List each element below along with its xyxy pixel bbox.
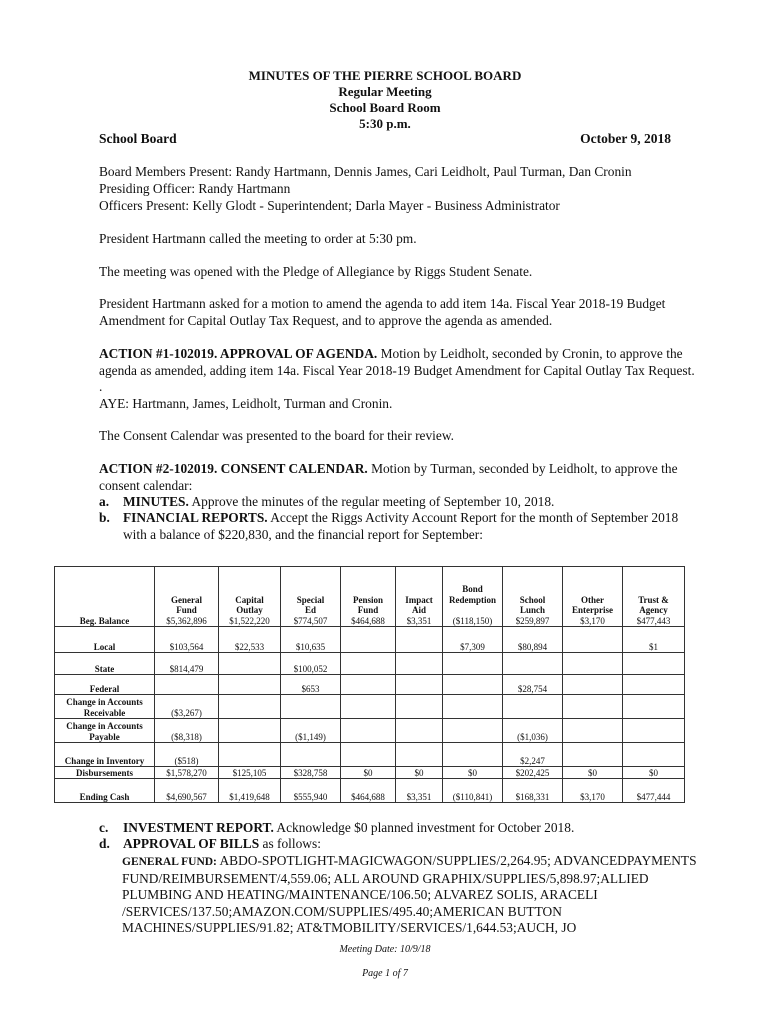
table-cell [341, 653, 396, 675]
table-cell: $0 [443, 767, 503, 779]
column-header [624, 584, 683, 595]
table-cell: $4,690,567 [155, 779, 219, 803]
table-cell [443, 675, 503, 695]
table-cell: $28,754 [503, 675, 563, 695]
table-row [55, 779, 685, 803]
table-cell [219, 719, 281, 743]
table-cell: $0 [563, 767, 623, 779]
table-cell: $328,758 [281, 767, 341, 779]
table-cell [281, 567, 341, 627]
table-cell: $168,331 [503, 779, 563, 803]
table-cell [443, 653, 503, 675]
table-cell [623, 719, 685, 743]
table-cell [623, 567, 685, 627]
item-d-heading: APPROVAL OF BILLS [123, 836, 260, 851]
table-cell [281, 695, 341, 719]
table-cell: ($1,036) [503, 719, 563, 743]
item-a-label: a. [99, 494, 110, 509]
cell-value: $1,522,220 [229, 615, 270, 626]
column-header: Aid [411, 605, 426, 615]
row-label: Ending Cash [55, 779, 155, 803]
cell-value: $774,507 [293, 615, 328, 626]
footer-page-number: Page 1 of 7 [362, 968, 408, 979]
row-label: Local [55, 627, 155, 653]
action-2-heading: ACTION #2-102019. CONSENT CALENDAR. [99, 461, 368, 476]
table-cell: $2,247 [503, 743, 563, 767]
table-cell [155, 567, 219, 627]
document-title: MINUTES OF THE PIERRE SCHOOL BOARD [248, 68, 522, 83]
table-row [55, 743, 685, 767]
table-cell [563, 719, 623, 743]
column-header: Lunch [519, 605, 545, 615]
table-cell [219, 743, 281, 767]
table-cell [503, 567, 563, 627]
table-cell: $1 [623, 627, 685, 653]
item-b-heading: FINANCIAL REPORTS. [123, 510, 268, 525]
board-date-row [99, 131, 671, 147]
column-header: Fund [176, 605, 197, 615]
row-label: Change in Accounts Receivable [55, 695, 155, 719]
table-cell: $10,635 [281, 627, 341, 653]
table-cell: $22,533 [219, 627, 281, 653]
item-b-text: Accept the Riggs Activity Account Report for the month of September 2018 with a balance of $220,830, and the financial report for September: [123, 510, 679, 542]
meeting-location: School Board Room [329, 100, 441, 115]
table-cell: ($1,149) [281, 719, 341, 743]
table-cell [341, 719, 396, 743]
table-cell: $477,444 [623, 779, 685, 803]
table-cell: $0 [341, 767, 396, 779]
column-header: Impact [405, 594, 433, 605]
financial-report-table [54, 566, 685, 803]
table-row [55, 695, 685, 719]
table-cell [219, 695, 281, 719]
row-label: State [55, 653, 155, 675]
general-fund-bills-text: ABDO-SPOTLIGHT-MAGICWAGON/SUPPLIES/2,264.95; ADVANCEDPAYMENTS FUND/REIMBURSEMENT/4,559.06; ALL AROUND GRAPHIX/SUPPLIES/5,898.97;ALLIED PLUMBING AND HEATING/MAINTENANCE/106.50; ALVAREZ SOLIS, ARACELI /SERVICES/137.50;AMAZON.COM/SUPPLIES/495.40;AMERICAN BUTTON MACHINES/SUPPLIES/91.82; AT&TMOBILITY/SERVICES/1,644.53;AUCH, JO [122, 853, 697, 935]
table-cell [396, 627, 443, 653]
table-cell: $653 [281, 675, 341, 695]
general-fund-bills [122, 853, 702, 937]
column-header [504, 584, 561, 595]
table-cell: $7,309 [443, 627, 503, 653]
column-header: Capital [235, 594, 264, 605]
column-header: Redemption [449, 594, 496, 605]
row-label: Change in Inventory [55, 743, 155, 767]
table-cell [219, 567, 281, 627]
item-b [99, 510, 699, 543]
table-cell [563, 743, 623, 767]
members-present: Board Members Present: Randy Hartmann, Dennis James, Cari Leidholt, Paul Turman, Dan Cronin [99, 164, 632, 179]
cell-value: $5,362,896 [166, 615, 207, 626]
item-c-text: Acknowledge $0 planned investment for October 2018. [273, 820, 575, 835]
table-cell [563, 567, 623, 627]
cell-value: $259,897 [515, 615, 550, 626]
table-cell [219, 653, 281, 675]
table-row [55, 767, 685, 779]
action-2-text: Motion by Turman, seconded by Leidholt, to approve the consent calendar: [99, 461, 678, 493]
table-cell [563, 675, 623, 695]
table-cell: $464,688 [341, 779, 396, 803]
item-c [99, 820, 699, 837]
table-cell [443, 695, 503, 719]
cell-value: $3,170 [580, 615, 605, 626]
table-cell: $3,351 [396, 779, 443, 803]
table-cell [219, 675, 281, 695]
table-cell [396, 675, 443, 695]
row-label: Change in Accounts Payable [55, 719, 155, 743]
column-header: Fund [357, 605, 379, 615]
officers-present: Officers Present: Kelly Glodt - Superintendent; Darla Mayer - Business Administrator [99, 198, 560, 213]
meeting-date: October 9, 2018 [580, 131, 671, 146]
table-cell [281, 743, 341, 767]
table-cell [623, 653, 685, 675]
column-header: Special [296, 594, 325, 605]
table-cell: $1,419,648 [219, 779, 281, 803]
table-cell [155, 675, 219, 695]
table-cell [341, 743, 396, 767]
table-cell: ($3,267) [155, 695, 219, 719]
table-cell [341, 567, 396, 627]
item-a-text: Approve the minutes of the regular meeting of September 10, 2018. [188, 494, 555, 509]
table-cell [341, 695, 396, 719]
cell-value: ($118,150) [452, 615, 493, 626]
column-header [397, 584, 441, 595]
cell-value: $464,688 [351, 615, 385, 626]
action-1-aye: AYE: Hartmann, James, Leidholt, Turman and Cronin. [99, 396, 393, 411]
item-c-heading: INVESTMENT REPORT. [123, 820, 274, 835]
table-row [55, 675, 685, 695]
table-cell: $103,564 [155, 627, 219, 653]
table-cell [341, 627, 396, 653]
table-cell: $100,052 [281, 653, 341, 675]
column-header: Ed [304, 605, 316, 615]
table-cell: ($110,841) [443, 779, 503, 803]
table-cell [341, 675, 396, 695]
action-1-heading: ACTION #1-102019. APPROVAL OF AGENDA. [99, 346, 378, 361]
column-header [444, 605, 501, 616]
table-cell [563, 653, 623, 675]
column-header: Trust & [638, 594, 669, 605]
column-header: Outlay [236, 605, 263, 615]
table-cell [396, 567, 443, 627]
table-cell: ($518) [155, 743, 219, 767]
table-cell: $125,105 [219, 767, 281, 779]
board-label: School Board [99, 131, 177, 146]
table-cell: $0 [396, 767, 443, 779]
table-cell [396, 743, 443, 767]
table-cell: $0 [623, 767, 685, 779]
table-cell [503, 653, 563, 675]
table-cell [396, 653, 443, 675]
footer-meeting-date: Meeting Date: 10/9/18 [339, 944, 431, 955]
row-label: Federal [55, 675, 155, 695]
table-cell: $80,894 [503, 627, 563, 653]
table-row [55, 653, 685, 675]
table-cell: $1,578,270 [155, 767, 219, 779]
table-cell [443, 719, 503, 743]
meeting-type: Regular Meeting [338, 84, 432, 99]
table-row [55, 567, 685, 627]
action-2 [99, 461, 699, 494]
item-a [99, 494, 699, 511]
item-c-label: c. [99, 820, 109, 835]
row-label: Beg. Balance [55, 567, 155, 627]
table-cell: $814,479 [155, 653, 219, 675]
item-d-text: as follows: [259, 836, 321, 851]
item-d-label: d. [99, 836, 110, 851]
table-cell [623, 695, 685, 719]
table-cell [396, 719, 443, 743]
item-d [99, 836, 699, 853]
table-cell [623, 743, 685, 767]
amend-agenda-paragraph: President Hartmann asked for a motion to amend the agenda to add item 14a. Fiscal Year 2018-19 Budget Amendment for Capital Outlay Tax Request, and to approve the agenda as amended. [99, 296, 666, 328]
item-b-label: b. [99, 510, 110, 525]
pledge-paragraph: The meeting was opened with the Pledge of Allegiance by Riggs Student Senate. [99, 264, 533, 279]
consent-intro: The Consent Calendar was presented to the board for their review. [99, 428, 454, 443]
table-cell [623, 675, 685, 695]
cell-value: $477,443 [636, 615, 671, 626]
column-header: Pension [352, 594, 383, 605]
column-header [282, 584, 339, 595]
table-row [55, 719, 685, 743]
presiding-officer: Presiding Officer: Randy Hartmann [99, 181, 291, 196]
table-cell: $3,170 [563, 779, 623, 803]
table-cell [563, 627, 623, 653]
column-header [342, 584, 394, 595]
table-cell: ($8,318) [155, 719, 219, 743]
column-header: Other [581, 594, 604, 605]
table-row [55, 627, 685, 653]
column-header: School [519, 594, 546, 605]
column-header [220, 584, 279, 595]
column-header [564, 584, 621, 595]
column-header: Agency [639, 605, 668, 615]
column-header: Enterprise [572, 605, 613, 615]
table-cell: $202,425 [503, 767, 563, 779]
meeting-time: 5:30 p.m. [359, 116, 411, 131]
column-header [156, 584, 217, 595]
cell-value: $3,351 [406, 615, 432, 626]
table-cell: $555,940 [281, 779, 341, 803]
action-1-text: Motion by Leidholt, seconded by Cronin, to approve the agenda as amended, adding item 14a. Fiscal Year 2018-19 Budget Amendment for Capital Outlay Tax Request. . [99, 346, 695, 394]
item-a-heading: MINUTES. [123, 494, 189, 509]
table-cell [503, 695, 563, 719]
row-label: Disbursements [55, 767, 155, 779]
general-fund-label: GENERAL FUND: [122, 856, 217, 868]
table-cell [396, 695, 443, 719]
call-to-order: President Hartmann called the meeting to order at 5:30 pm. [99, 231, 417, 246]
table-cell [563, 695, 623, 719]
column-header: Bond [462, 584, 483, 594]
action-1 [99, 346, 699, 396]
table-cell [443, 743, 503, 767]
column-header: General [171, 594, 202, 605]
table-cell [443, 567, 503, 627]
